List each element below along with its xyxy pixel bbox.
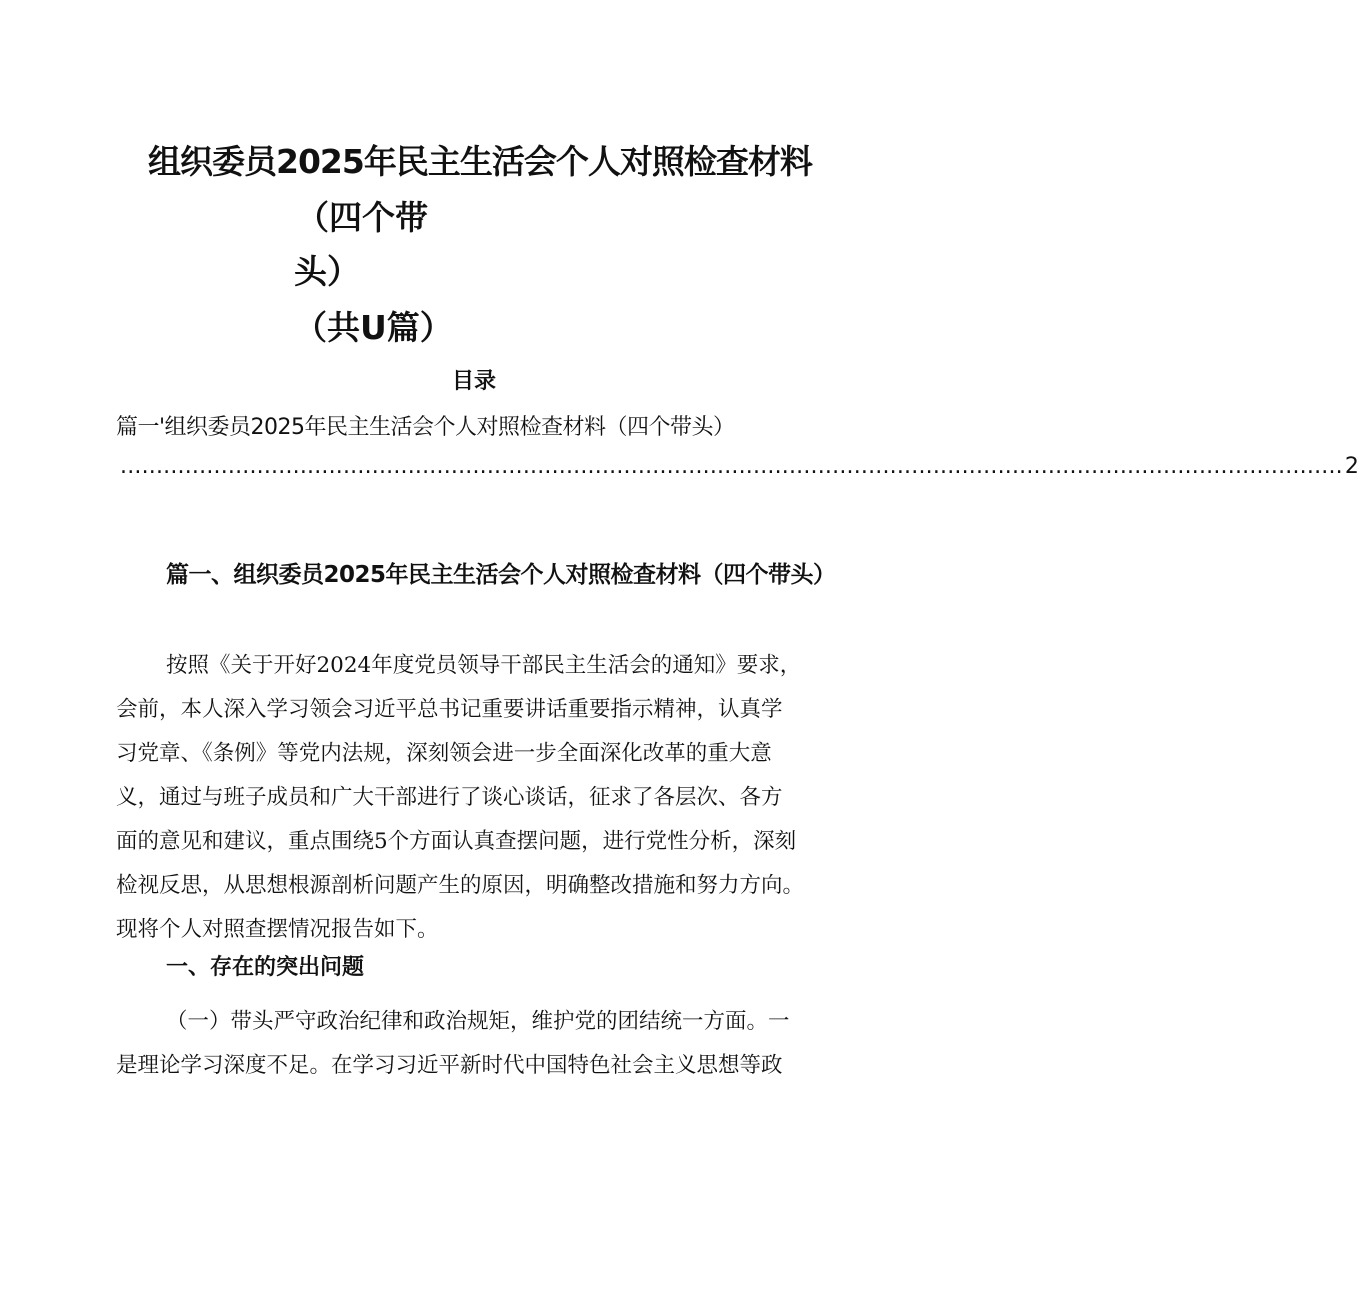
toc-heading: 目录 <box>452 369 497 394</box>
document-title-line-4: （共U篇） <box>294 308 453 347</box>
toc-dot-leader: .......................................................................................................................................................................... <box>120 454 1343 479</box>
paragraph-line: 现将个人对照查摆情况报告如下。 <box>116 917 439 942</box>
paragraph-line: 检视反思，从思想根源剖析问题产生的原因，明确整改措施和努力方向。 <box>116 873 805 898</box>
paragraph-line: 会前，本人深入学习领会习近平总书记重要讲话重要指示精神，认真学 <box>116 697 783 722</box>
body-paragraph-2 <box>116 1000 856 1088</box>
subheading-problems: 一、存在的突出问题 <box>166 955 365 980</box>
document-title-line-2: （四个带 <box>296 198 428 237</box>
body-paragraph-1 <box>116 644 856 952</box>
paragraph-line: （一）带头严守政治纪律和政治规矩，维护党的团结统一方面。一 <box>166 1009 790 1034</box>
paragraph-line: 是理论学习深度不足。在学习习近平新时代中国特色社会主义思想等政 <box>116 1053 783 1078</box>
document-title-line-1: 组织委员2025年民主生活会个人对照检查材料 <box>148 142 812 181</box>
toc-entry-title[interactable]: 篇一'组织委员2025年民主生活会个人对照检查材料（四个带头） <box>116 415 735 440</box>
paragraph-line: 按照《关于开好2024年度党员领导干部民主生活会的通知》要求， <box>166 653 802 678</box>
toc-entry-leader[interactable] <box>120 454 1359 479</box>
paragraph-line: 面的意见和建议，重点围绕5个方面认真查摆问题，进行党性分析，深刻 <box>116 829 797 854</box>
paragraph-line: 义，通过与班子成员和广大干部进行了谈心谈话，征求了各层次、各方 <box>116 785 783 810</box>
paragraph-line: 习党章、《条例》等党内法规，深刻领会进一步全面深化改革的重大意 <box>116 741 772 766</box>
toc-page-number: 2 <box>1344 454 1359 479</box>
section-title: 篇一、组织委员2025年民主生活会个人对照检查材料（四个带头） <box>166 562 836 588</box>
document-title-line-3: 头） <box>294 252 360 291</box>
